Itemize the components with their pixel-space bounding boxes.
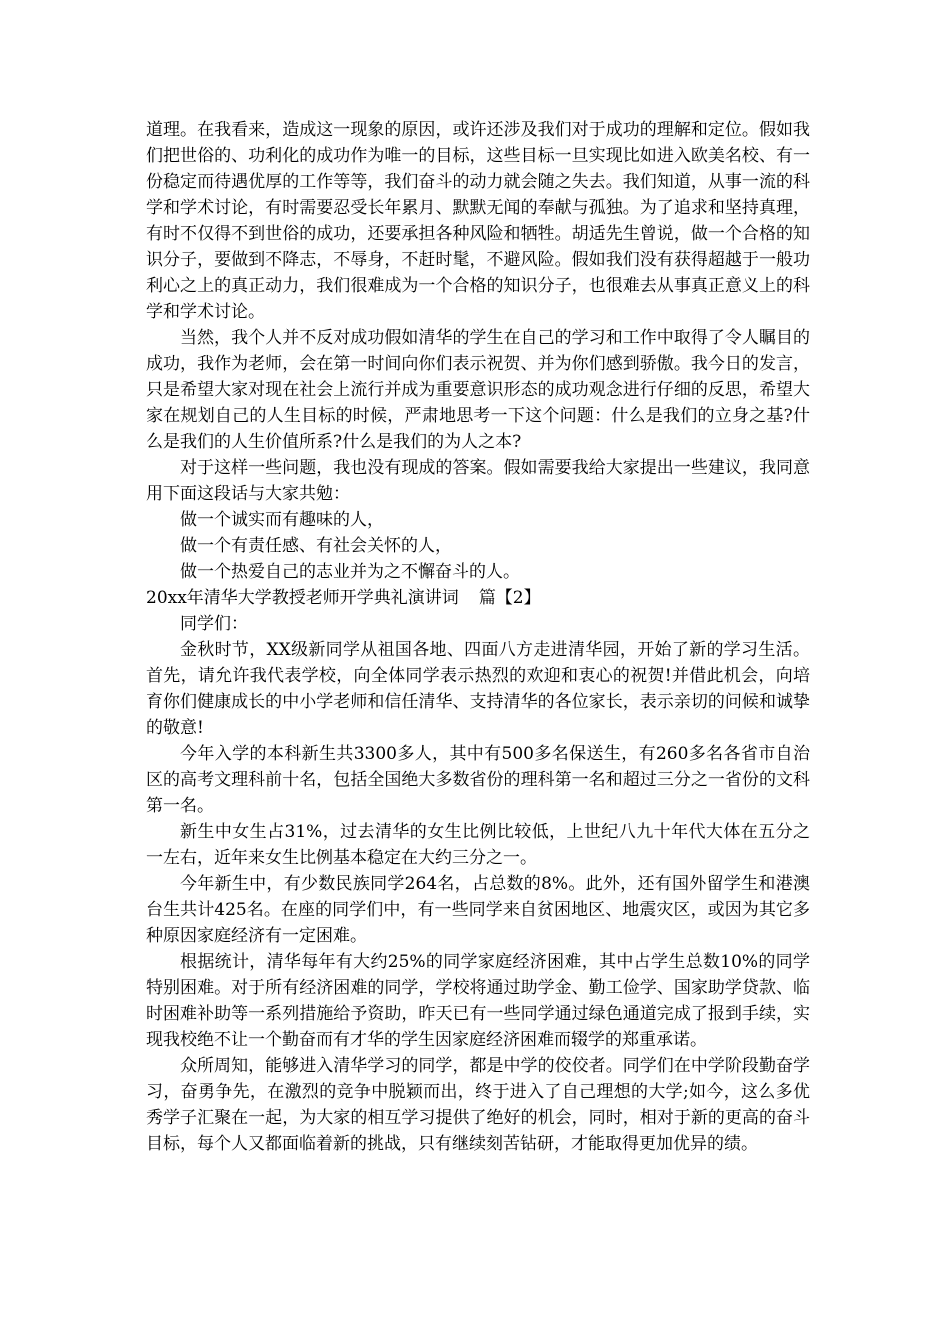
paragraph-advice-intro: 对于这样一些问题，我也没有现成的答案。假如需要我给大家提出一些建议，我同意用下面这段话与大家共勉： — [146, 458, 810, 504]
section-heading — [146, 585, 810, 611]
paragraph-motto-1: 做一个诚实而有趣味的人， — [180, 510, 384, 530]
paragraph-enrollment: 今年入学的本科新生共3300多人，其中有500多名保送生，有260多名各省市自治区的高考文理科前十名，包括全国绝大多数省份的理科第一名和超过三分之一省份的文科第一名。 — [146, 744, 810, 816]
paragraph-continuation: 道理。在我看来，造成这一现象的原因，或许还涉及我们对于成功的理解和定位。假如我们把世俗的、功利化的成功作为唯一的目标，这些目标一旦实现比如进入欧美名校、有一份稳定而待遇优厚的工作等等，我们奋斗的动力就会随之失去。我们知道，从事一流的科学和学术讨论，有时需要忍受长年累月、默默无闻的奉献与孤独。为了追求和坚持真理，有时不仅得不到世俗的成功，还要承担各种风险和牺牲。胡适先生曾说，做一个合格的知识分子，要做到不降志，不辱身，不赶时髦，不避风险。假如我们没有获得超越于一般功利心之上的真正动力，我们很难成为一个合格的知识分子，也很难去从事真正意义上的科学和学术讨论。 — [146, 120, 810, 322]
paragraph-salutation: 同学们： — [180, 614, 248, 634]
paragraph-financial-aid: 根据统计，清华每年有大约25%的同学家庭经济困难，其中占学生总数10%的同学特别困难。对于所有经济困难的同学，学校将通过助学金、勤工俭学、国家助学贷款、临时困难补助等一系列措施给予资助，昨天已有一些同学通过绿色通道完成了报到手续，实现我校绝不让一个勤奋而有才华的学生因家庭经济困难而辍学的郑重承诺。 — [146, 952, 810, 1050]
paragraph-challenges: 众所周知，能够进入清华学习的同学，都是中学的佼佼者。同学们在中学阶段勤奋学习，奋勇争先，在激烈的竞争中脱颖而出，终于进入了自己理想的大学;如今，这么多优秀学子汇聚在一起，为大家的相互学习提供了绝好的机会，同时，相对于新的更高的奋斗目标，每个人又都面临着新的挑战，只有继续刻苦钻研，才能取得更加优异的绩。 — [146, 1056, 810, 1154]
document-page — [146, 117, 810, 1157]
section-heading-title: 20xx年清华大学教授老师开学典礼演讲词 — [146, 588, 459, 608]
section-heading-part: 篇【2】 — [478, 588, 541, 608]
paragraph-motto-2: 做一个有责任感、有社会关怀的人， — [180, 536, 452, 556]
paragraph-success-view: 当然，我个人并不反对成功假如清华的学生在自己的学习和工作中取得了令人瞩目的成功，我作为老师，会在第一时间向你们表示祝贺、并为你们感到骄傲。我今日的发言，只是希望大家对现在社会上流行并成为重要意识形态的成功观念进行仔细的反思，希望大家在规划自己的人生目标的时候，严肃地思考一下这个问题：什么是我们的立身之基?什么是我们的人生价值所系?什么是我们的为人之本? — [146, 328, 810, 452]
paragraph-minority: 今年新生中，有少数民族同学264名，占总数的8%。此外，还有国外留学生和港澳台生共计425名。在座的同学们中，有一些同学来自贫困地区、地震灾区，或因为其它多种原因家庭经济有一定困难。 — [146, 874, 810, 946]
paragraph-motto-3: 做一个热爱自己的志业并为之不懈奋斗的人。 — [180, 562, 520, 582]
paragraph-female-ratio: 新生中女生占31%，过去清华的女生比例比较低，上世纪八九十年代大体在五分之一左右，近年来女生比例基本稳定在大约三分之一。 — [146, 822, 810, 868]
paragraph-welcome: 金秋时节，XX级新同学从祖国各地、四面八方走进清华园，开始了新的学习生活。首先，请允许我代表学校，向全体同学表示热烈的欢迎和衷心的祝贺!并借此机会，向培育你们健康成长的中小学老师和信任清华、支持清华的各位家长，表示亲切的问候和诚挚的敬意! — [146, 640, 810, 738]
